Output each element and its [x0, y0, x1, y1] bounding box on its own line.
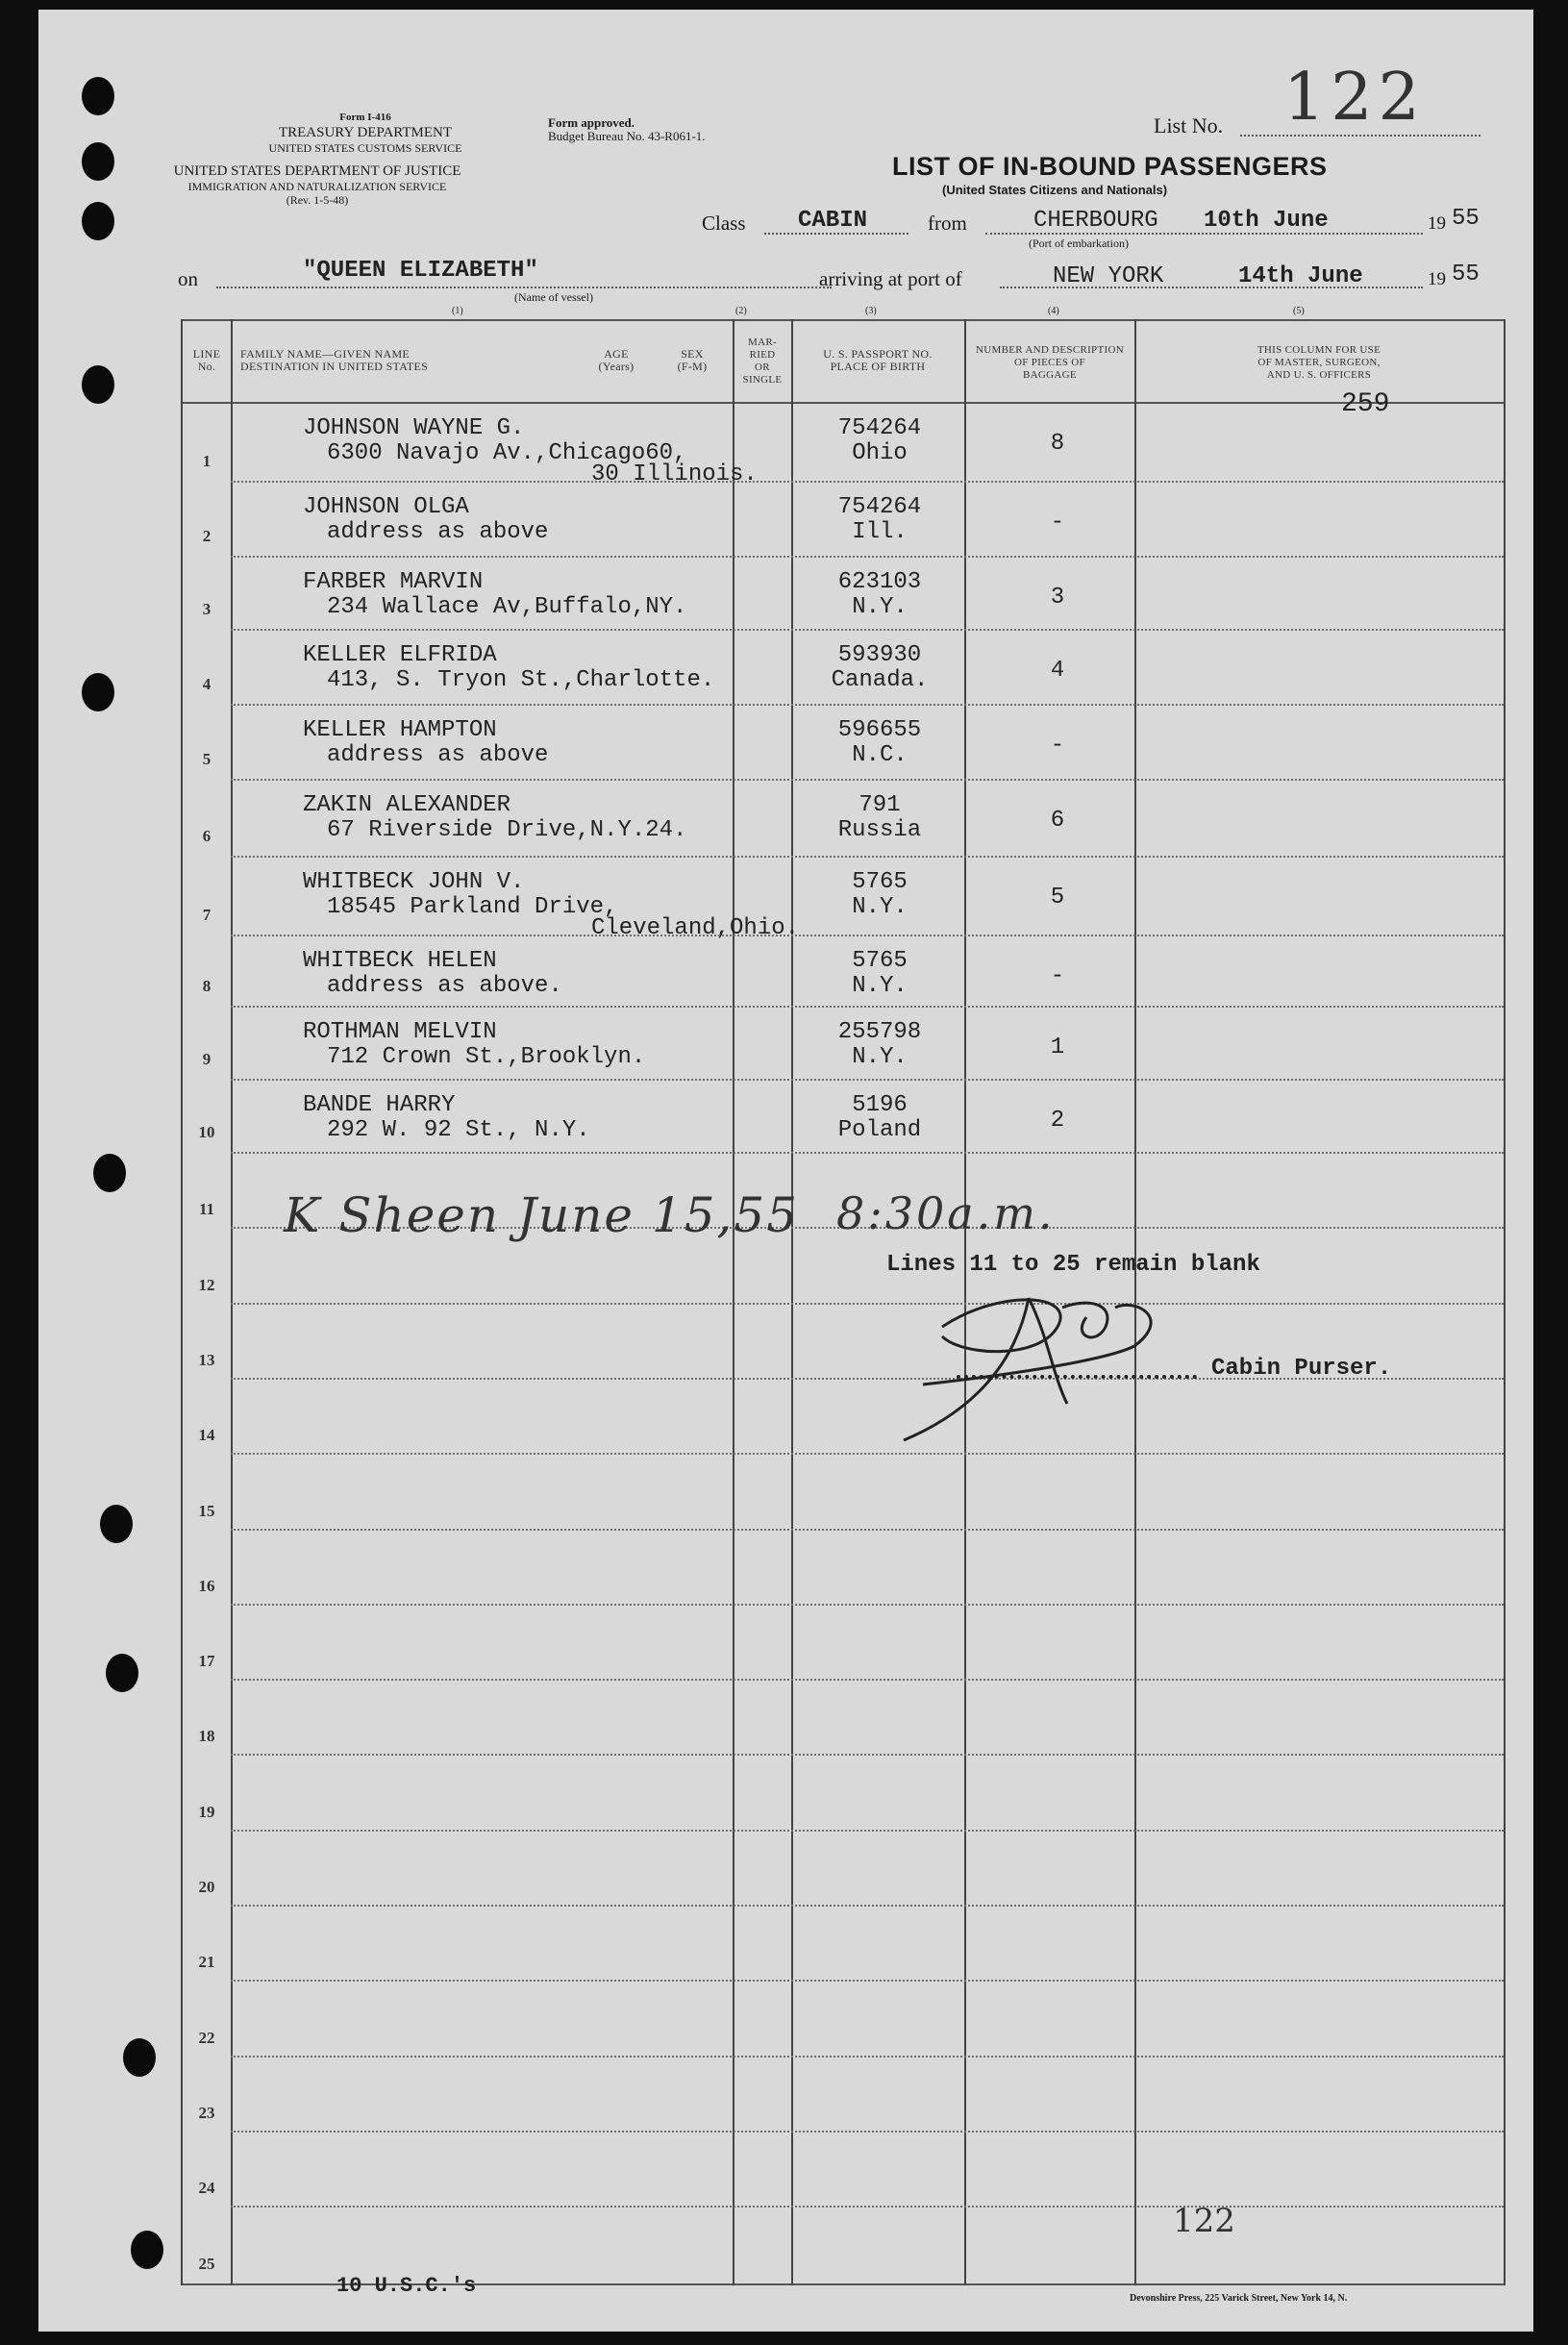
col-num-4: (4) — [1048, 306, 1059, 316]
row-divider — [231, 1830, 1504, 1832]
blank-note: Lines 11 to 25 remain blank — [886, 1252, 1260, 1278]
place-of-birth: Russia — [837, 817, 922, 843]
row-divider — [231, 704, 1504, 706]
passport-no: 5765 — [852, 869, 908, 895]
row-divider — [231, 629, 1504, 631]
handwritten-time: 8:30a.m. — [836, 1187, 1056, 1239]
passport-no: 5196 — [852, 1092, 908, 1118]
passenger-address: address as above — [327, 519, 549, 545]
passport-no: 754264 — [837, 415, 922, 441]
passenger-name: JOHNSON OLGA — [303, 494, 469, 520]
from-label: from — [928, 212, 967, 235]
row-divider — [231, 1079, 1504, 1081]
place-of-birth: N.C. — [852, 742, 908, 768]
passport-no: 596655 — [837, 717, 922, 743]
punch-hole — [100, 1505, 133, 1543]
vessel-underline — [216, 287, 832, 288]
treasury-dept: TREASURY DEPARTMENT — [278, 125, 453, 140]
line-number: 12 — [198, 1276, 215, 1294]
row-divider — [231, 481, 1504, 483]
line-number: 16 — [198, 1577, 215, 1595]
punch-hole — [82, 365, 114, 404]
immigration-service: IMMIGRATION AND NATURALIZATION SERVICE — [187, 180, 447, 193]
col-num-5: (5) — [1293, 306, 1305, 316]
line-number: 20 — [198, 1878, 215, 1896]
embark-caption: (Port of embarkation) — [1029, 237, 1129, 250]
list-no-underline — [1240, 135, 1481, 137]
col-num-2: (2) — [735, 306, 747, 316]
row-divider — [231, 556, 1504, 558]
form-approved: Form approved. — [548, 115, 635, 130]
page-subtitle: (United States Citizens and Nationals) — [942, 183, 1168, 197]
line-number: 15 — [198, 1502, 215, 1520]
passenger-address: 67 Riverside Drive,N.Y.24. — [327, 817, 687, 843]
line-number: 24 — [198, 2179, 215, 2197]
row-divider — [231, 1980, 1504, 1982]
year-prefix-2: 19 — [1428, 269, 1446, 289]
place-of-birth: Ohio — [852, 440, 908, 466]
punch-hole — [131, 2231, 163, 2269]
vessel-name: "QUEEN ELIZABETH" — [303, 258, 538, 284]
passport-no: 623103 — [837, 569, 922, 595]
page-title: LIST OF IN-BOUND PASSENGERS — [892, 152, 1328, 181]
header-sex: SEX (F-M) — [677, 347, 708, 373]
baggage-count: 6 — [1050, 808, 1065, 834]
line-number: 5 — [202, 750, 212, 768]
officer-note: 259 — [1341, 389, 1390, 419]
passenger-address: 234 Wallace Av,Buffalo,NY. — [327, 594, 687, 620]
place-of-birth: Poland — [837, 1117, 922, 1143]
passenger-address: 6300 Navajo Av.,Chicago60, — [327, 440, 687, 466]
header-married: MAR- RIED OR SINGLE — [742, 337, 783, 386]
punch-hole — [82, 202, 114, 240]
line-number: 14 — [198, 1426, 215, 1444]
col-num-1: (1) — [452, 306, 463, 316]
justice-dept: UNITED STATES DEPARTMENT OF JUSTICE — [173, 163, 461, 179]
row-divider — [231, 1529, 1504, 1531]
row-divider — [231, 1152, 1504, 1154]
class-label: Class — [702, 212, 746, 235]
punch-hole — [93, 1154, 126, 1192]
line-number: 11 — [198, 1200, 215, 1218]
line-number: 18 — [198, 1727, 215, 1745]
passport-no: 5765 — [852, 948, 908, 974]
line-number: 21 — [198, 1953, 215, 1971]
row-divider — [231, 1754, 1504, 1756]
depart-year: 55 — [1452, 206, 1480, 232]
baggage-count: - — [1050, 963, 1065, 989]
year-prefix: 19 — [1428, 213, 1446, 234]
col-border — [1504, 319, 1506, 2285]
row-divider — [231, 1679, 1504, 1681]
passenger-name: JOHNSON WAYNE G. — [303, 415, 525, 441]
row-divider — [231, 1905, 1504, 1907]
baggage-count: 4 — [1050, 658, 1065, 684]
line-number: 19 — [198, 1803, 215, 1821]
signature-line — [957, 1375, 1197, 1379]
class-value: CABIN — [798, 208, 868, 234]
purser-label: Cabin Purser. — [1211, 1356, 1392, 1382]
line-number: 25 — [198, 2255, 215, 2273]
row-divider — [231, 1006, 1504, 1008]
header-officers: THIS COLUMN FOR USE OF MASTER, SURGEON, AND U. S. OFFICERS — [1257, 344, 1381, 381]
printer-imprint: Devonshire Press, 225 Varick Street, New York 14, N. — [1130, 2293, 1348, 2304]
row-divider — [231, 2206, 1504, 2208]
line-number: 13 — [198, 1351, 215, 1369]
from-port: CHERBOURG — [1033, 208, 1158, 234]
punch-hole — [123, 2038, 156, 2077]
line-number: 17 — [198, 1652, 215, 1670]
line-number: 6 — [202, 827, 212, 845]
line-number: 2 — [202, 527, 212, 545]
punch-hole — [82, 142, 114, 181]
passenger-address: address as above. — [327, 973, 562, 999]
row-divider — [231, 2131, 1504, 2133]
baggage-count: - — [1050, 733, 1065, 759]
place-of-birth: N.Y. — [852, 894, 908, 920]
arriving-label: arriving at port of — [819, 267, 962, 290]
arrival-year: 55 — [1452, 262, 1480, 287]
list-no-label: List No. — [1154, 113, 1224, 137]
punch-hole — [106, 1654, 138, 1692]
customs-service: UNITED STATES CUSTOMS SERVICE — [268, 141, 462, 155]
row-divider — [231, 935, 1504, 936]
place-of-birth: N.Y. — [852, 973, 908, 999]
on-label: on — [178, 267, 198, 290]
passenger-address-2: Cleveland,Ohio. — [591, 915, 800, 941]
handwritten-seen: K Sheen June 15,55 — [284, 1187, 800, 1243]
passenger-name: WHITBECK HELEN — [303, 948, 497, 974]
revision: (Rev. 1-5-48) — [286, 193, 349, 207]
place-of-birth: Canada. — [831, 667, 929, 693]
passenger-name: ZAKIN ALEXANDER — [303, 792, 511, 818]
row-divider — [231, 1303, 1504, 1305]
baggage-count: 5 — [1050, 885, 1065, 911]
passport-no: 593930 — [837, 642, 922, 668]
row-divider — [231, 2056, 1504, 2058]
punch-hole — [82, 673, 114, 711]
passenger-name: KELLER ELFRIDA — [303, 642, 497, 668]
line-number: 3 — [202, 600, 212, 618]
from-date: 10th June — [1204, 208, 1329, 234]
line-number: 4 — [202, 675, 212, 693]
line-number: 1 — [202, 452, 212, 470]
row-divider — [231, 856, 1504, 858]
header-line-no: LINE No. — [192, 347, 221, 373]
header-name: FAMILY NAME—GIVEN NAME DESTINATION IN UNITED STATES — [240, 347, 429, 373]
baggage-count: 2 — [1050, 1108, 1065, 1134]
passport-no: 754264 — [837, 494, 922, 520]
baggage-count: - — [1050, 510, 1065, 536]
place-of-birth: Ill. — [852, 519, 908, 545]
header-age: AGE (Years) — [598, 347, 635, 373]
baggage-count: 8 — [1050, 431, 1065, 457]
purser-signature — [884, 1269, 1231, 1442]
list-no-value: 122 — [1283, 60, 1426, 136]
col-num-3: (3) — [865, 306, 877, 316]
line-number: 23 — [198, 2104, 215, 2122]
passenger-address: address as above — [327, 742, 549, 768]
line-number: 8 — [202, 977, 212, 995]
passenger-address: 18545 Parkland Drive, — [327, 894, 618, 920]
arrival-date: 14th June — [1238, 263, 1363, 289]
passenger-address: 712 Crown St.,Brooklyn. — [327, 1044, 646, 1070]
table-top-border — [181, 319, 1506, 321]
line-number: 22 — [198, 2029, 215, 2047]
header-passport: U. S. PASSPORT NO. PLACE OF BIRTH — [823, 347, 933, 373]
header-bottom-border — [181, 402, 1506, 404]
row-divider — [231, 1604, 1504, 1606]
bottom-handwritten-number: 122 — [1173, 2202, 1235, 2240]
row-divider — [231, 779, 1504, 781]
header-baggage: NUMBER AND DESCRIPTION OF PIECES OF BAGGAGE — [976, 344, 1124, 381]
passport-no: 791 — [859, 792, 901, 818]
place-of-birth: N.Y. — [852, 1044, 908, 1070]
line-number: 9 — [202, 1050, 212, 1068]
document-page — [38, 10, 1533, 2332]
passenger-name: WHITBECK JOHN V. — [303, 869, 525, 895]
baggage-count: 1 — [1050, 1035, 1065, 1060]
col-border — [181, 319, 183, 2285]
form-number: Form I-416 — [339, 112, 391, 123]
passport-no: 255798 — [837, 1019, 922, 1045]
vessel-caption: (Name of vessel) — [514, 290, 593, 304]
baggage-count: 3 — [1050, 585, 1065, 611]
line-number: 7 — [202, 906, 212, 924]
place-of-birth: N.Y. — [852, 594, 908, 620]
passenger-name: ROTHMAN MELVIN — [303, 1019, 497, 1045]
budget-bureau: Budget Bureau No. 43-R061-1. — [548, 129, 706, 143]
bottom-note: 10 U.S.C.'s — [336, 2274, 477, 2298]
passenger-name: KELLER HAMPTON — [303, 717, 497, 743]
punch-hole — [82, 77, 114, 115]
passenger-address: 292 W. 92 St., N.Y. — [327, 1117, 590, 1143]
line-number: 10 — [198, 1123, 215, 1141]
passenger-name: BANDE HARRY — [303, 1092, 456, 1118]
passenger-address-2: 30 Illinois. — [591, 462, 758, 487]
passenger-name: FARBER MARVIN — [303, 569, 484, 595]
arrival-port: NEW YORK — [1053, 263, 1164, 289]
passenger-address: 413, S. Tryon St.,Charlotte. — [327, 667, 715, 693]
row-divider — [231, 1453, 1504, 1455]
